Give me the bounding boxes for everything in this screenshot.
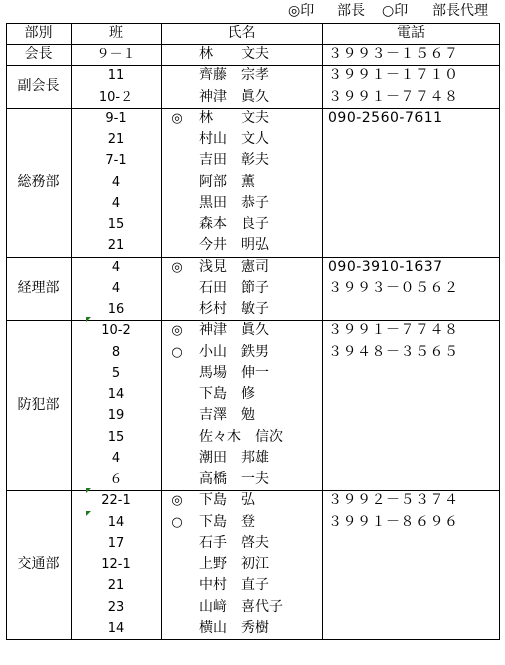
han-cell: 4 bbox=[111, 174, 121, 190]
member-name: 神津 眞久 bbox=[199, 322, 269, 339]
header-name: 氏名 bbox=[227, 25, 256, 41]
phone-cell: ３９９３－０５６２ bbox=[328, 279, 459, 296]
role-mark bbox=[165, 533, 189, 554]
han-cell: 10-２ bbox=[98, 89, 134, 105]
role-mark bbox=[165, 448, 189, 469]
dept-name: 会長 bbox=[24, 46, 53, 62]
cell-comment-marker bbox=[86, 317, 91, 322]
han-cell: 22-1 bbox=[101, 493, 131, 509]
phone-cell bbox=[328, 618, 498, 639]
leader-mark-legend: ◎印 bbox=[288, 3, 315, 19]
member-name: 齊藤 宗孝 bbox=[199, 67, 269, 84]
member-name: 森本 良子 bbox=[199, 216, 269, 232]
role-mark: ◎ bbox=[171, 259, 183, 275]
role-mark bbox=[165, 44, 189, 65]
role-mark: ◎ bbox=[171, 323, 183, 339]
role-mark bbox=[165, 87, 189, 108]
role-mark: ○ bbox=[171, 514, 183, 530]
han-cell: 14 bbox=[107, 387, 125, 402]
phone-cell bbox=[328, 554, 498, 575]
phone-cell: 090-3910-1637 bbox=[328, 258, 443, 275]
header-dept: 部別 bbox=[24, 25, 53, 41]
leader-label-legend: 部長 bbox=[337, 3, 365, 19]
phone-cell bbox=[328, 448, 498, 469]
phone-cell bbox=[328, 150, 498, 171]
member-name: 石手 啓夫 bbox=[199, 534, 269, 551]
member-name: 馬場 伸一 bbox=[199, 364, 269, 381]
han-cell: ９－１ bbox=[96, 47, 136, 62]
role-mark bbox=[165, 235, 189, 256]
member-name: 吉田 彰夫 bbox=[199, 152, 269, 169]
grid-column-line bbox=[161, 23, 162, 640]
cell-comment-marker bbox=[86, 511, 91, 516]
han-cell: 21 bbox=[107, 238, 125, 254]
role-mark: ○ bbox=[171, 344, 183, 360]
dept-name: 副会長 bbox=[17, 78, 60, 95]
dept-name: 経理部 bbox=[17, 279, 60, 296]
member-name: 下島 修 bbox=[199, 386, 255, 402]
member-name: 上野 初江 bbox=[199, 556, 269, 572]
phone-cell: ３９９１－８６９６ bbox=[328, 513, 459, 530]
role-mark: ◎ bbox=[171, 110, 183, 126]
han-cell: 12-1 bbox=[101, 557, 131, 572]
member-name: 横山 秀樹 bbox=[199, 619, 269, 636]
legend bbox=[0, 0, 505, 22]
cell-comment-marker bbox=[86, 488, 91, 493]
role-mark bbox=[165, 618, 189, 639]
member-name: 潮田 邦雄 bbox=[199, 449, 269, 466]
phone-cell: ３９９３－１５６７ bbox=[328, 46, 459, 62]
dept-name: 防犯部 bbox=[17, 397, 60, 414]
role-mark bbox=[165, 363, 189, 384]
deputy-label-legend: 部長代理 bbox=[432, 3, 488, 19]
phone-cell: ３９４８－３５６５ bbox=[328, 343, 459, 360]
phone-cell bbox=[328, 214, 498, 235]
han-cell: 8 bbox=[111, 344, 121, 360]
member-name: 高橋 一夫 bbox=[199, 471, 269, 487]
phone-cell: ３９９１－７７４８ bbox=[328, 322, 459, 339]
phone-cell bbox=[328, 363, 498, 384]
phone-cell: ３９９１－７７４８ bbox=[328, 88, 459, 105]
phone-cell bbox=[328, 299, 498, 320]
role-mark bbox=[165, 384, 189, 405]
role-mark bbox=[165, 427, 189, 448]
role-mark bbox=[165, 150, 189, 171]
han-cell: 4 bbox=[111, 450, 121, 466]
phone-cell bbox=[328, 427, 498, 448]
role-mark bbox=[165, 597, 189, 618]
member-name: 杉村 敏子 bbox=[199, 301, 269, 317]
phone-cell bbox=[328, 469, 498, 490]
han-cell: 7-1 bbox=[105, 153, 127, 169]
member-name: 佐々木 信次 bbox=[199, 428, 283, 445]
phone-cell bbox=[328, 235, 498, 256]
grid-column-line bbox=[322, 23, 323, 640]
role-mark bbox=[165, 193, 189, 214]
phone-cell bbox=[328, 129, 498, 150]
han-cell: 9-1 bbox=[105, 110, 127, 126]
member-name: 吉澤 勉 bbox=[199, 407, 255, 424]
han-cell: 21 bbox=[107, 578, 125, 594]
phone-cell bbox=[328, 597, 498, 618]
han-cell: 11 bbox=[107, 68, 125, 84]
han-cell: 4 bbox=[111, 280, 121, 296]
han-cell: 14 bbox=[107, 620, 125, 636]
grid-column-line bbox=[499, 23, 500, 640]
role-mark bbox=[165, 299, 189, 320]
dept-name: 総務部 bbox=[17, 173, 60, 190]
han-cell: 16 bbox=[107, 302, 125, 317]
dept-name: 交通部 bbox=[17, 556, 60, 573]
han-cell: 17 bbox=[107, 535, 125, 551]
member-name: 今井 明弘 bbox=[199, 237, 269, 254]
phone-cell bbox=[328, 405, 498, 426]
member-name: 林 文夫 bbox=[199, 109, 269, 126]
role-mark bbox=[165, 278, 189, 299]
han-cell: 10-2 bbox=[101, 323, 131, 339]
han-cell: 5 bbox=[111, 365, 121, 381]
role-mark bbox=[165, 172, 189, 193]
member-name: 小山 鉄男 bbox=[199, 343, 269, 360]
phone-cell: ３９９１－１７１０ bbox=[328, 67, 459, 84]
role-mark bbox=[165, 65, 189, 86]
member-name: 石田 節子 bbox=[199, 279, 269, 296]
han-cell: ６ bbox=[109, 472, 123, 487]
role-mark bbox=[165, 214, 189, 235]
phone-cell bbox=[328, 533, 498, 554]
role-mark bbox=[165, 129, 189, 150]
han-cell: 21 bbox=[107, 132, 125, 147]
deputy-mark-legend: ○印 bbox=[382, 3, 409, 19]
han-cell: 15 bbox=[107, 217, 125, 232]
role-mark bbox=[165, 469, 189, 490]
role-mark: ◎ bbox=[171, 493, 183, 509]
phone-cell: 090-2560-7611 bbox=[328, 109, 443, 126]
member-name: 山﨑 喜代子 bbox=[199, 598, 283, 615]
member-name: 下島 弘 bbox=[199, 492, 255, 509]
phone-cell: ３９９２－５３７４ bbox=[328, 492, 459, 509]
member-name: 村山 文人 bbox=[199, 131, 269, 147]
dept-separator bbox=[6, 639, 500, 640]
header-phone: 電話 bbox=[397, 25, 425, 41]
header-han: 班 bbox=[109, 25, 123, 41]
role-mark bbox=[165, 575, 189, 596]
member-name: 浅見 憲司 bbox=[199, 258, 269, 275]
han-cell: 23 bbox=[107, 599, 125, 615]
member-name: 黒田 恭子 bbox=[199, 194, 269, 211]
han-cell: 19 bbox=[107, 408, 125, 424]
phone-cell bbox=[328, 384, 498, 405]
member-name: 阿部 薫 bbox=[199, 173, 255, 190]
han-cell: 4 bbox=[111, 195, 121, 211]
member-name: 中村 直子 bbox=[199, 577, 269, 594]
han-cell: 14 bbox=[107, 514, 125, 530]
phone-cell bbox=[328, 172, 498, 193]
han-cell: 15 bbox=[107, 429, 125, 445]
member-name: 林 文夫 bbox=[199, 46, 269, 62]
role-mark bbox=[165, 554, 189, 575]
member-name: 神津 眞久 bbox=[199, 88, 269, 105]
role-mark bbox=[165, 405, 189, 426]
member-name: 下島 登 bbox=[199, 513, 255, 530]
han-cell: 4 bbox=[111, 259, 121, 275]
phone-cell bbox=[328, 193, 498, 214]
phone-cell bbox=[328, 575, 498, 596]
